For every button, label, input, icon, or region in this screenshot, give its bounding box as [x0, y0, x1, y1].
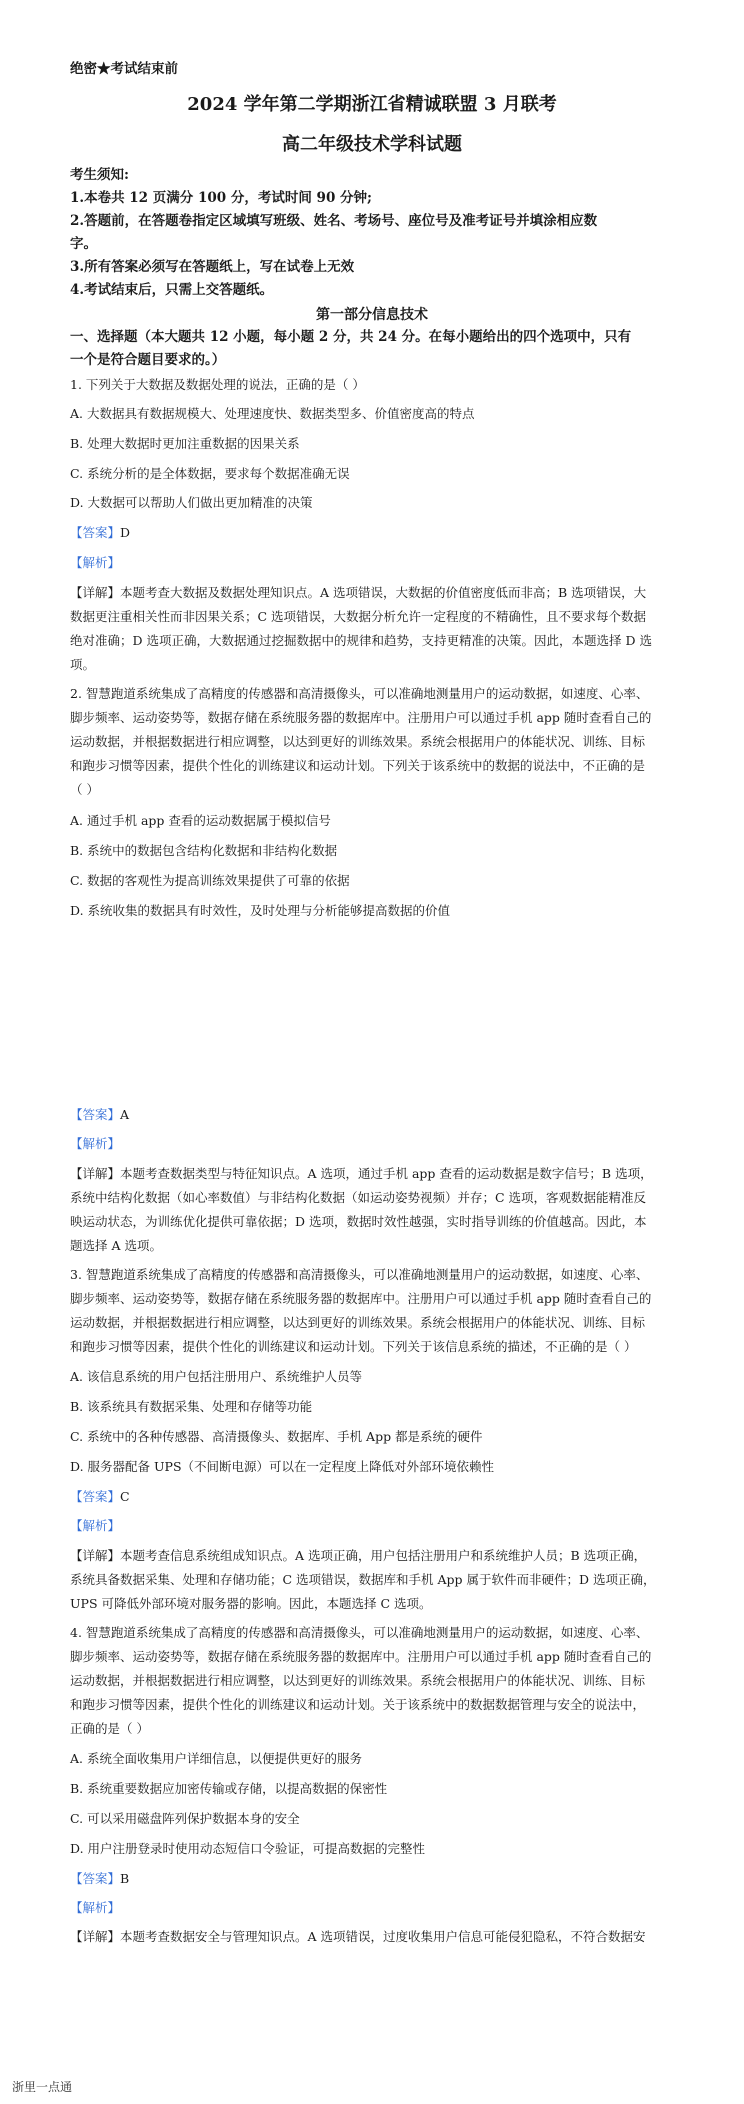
option-d: D. 用户注册登录时使用动态短信口令验证，可提高数据的完整性: [70, 1841, 426, 1856]
question-stem: 脚步频率、运动姿势等，数据存储在系统服务器的数据库中。注册用户可以通过手机 app 随时查看自己的: [70, 710, 652, 725]
answer-value: D: [120, 525, 131, 540]
question-stem: 脚步频率、运动姿势等，数据存储在系统服务器的数据库中。注册用户可以通过手机 app 随时查看自己的: [70, 1291, 652, 1306]
question-stem: 2. 智慧跑道系统集成了高精度的传感器和高清摄像头，可以准确地测量用户的运动数据，如速度、心率、: [70, 686, 649, 701]
detail-line: 系统具备数据采集、处理和存储功能；C 选项错误，数据库和手机 App 属于软件而非硬件；D 选项正确，: [70, 1572, 656, 1587]
analysis-tag: 【解析】: [70, 1518, 121, 1533]
option-a: A. 该信息系统的用户包括注册用户、系统维护人员等: [70, 1369, 362, 1384]
detail-line: 【详解】本题考查信息系统组成知识点。A 选项正确，用户包括注册用户和系统维护人员；B 选项正确，: [70, 1548, 647, 1563]
answer-value: C: [120, 1489, 130, 1504]
section-heading: 一、选择题（本大题共 12 小题，每小题 2 分，共 24 分。在每小题给出的四个选项中，只有: [70, 329, 632, 345]
section-heading: 一个是符合题目要求的。）: [70, 352, 226, 368]
option-a: A. 大数据具有数据规模大、处理速度快、数据类型多、价值密度高的特点: [70, 406, 475, 421]
option-b: B. 系统中的数据包含结构化数据和非结构化数据: [70, 843, 338, 858]
option-c: C. 可以采用磁盘阵列保护数据本身的安全: [70, 1811, 300, 1826]
question-stem: 和跑步习惯等因素，提供个性化的训练建议和运动计划。下列关于该系统中的数据的说法中，不正确的是: [70, 758, 646, 773]
notice-item: 4.考试结束后，只需上交答题纸。: [70, 282, 274, 298]
answer-line: [70, 524, 130, 541]
answer-tag: 【答案】: [70, 525, 121, 540]
answer-line: [70, 1870, 129, 1887]
question-stem: 运动数据，并根据数据进行相应调整，以达到更好的训练效果。系统会根据用户的体能状况、训练、目标: [70, 734, 646, 749]
option-b: B. 该系统具有数据采集、处理和存储等功能: [70, 1399, 313, 1414]
option-a: A. 系统全面收集用户详细信息，以便提供更好的服务: [70, 1751, 362, 1766]
option-d: D. 大数据可以帮助人们做出更加精准的决策: [70, 495, 313, 510]
notice-heading: 考生须知:: [70, 167, 129, 183]
detail-line: 系统中结构化数据（如心率数值）与非结构化数据（如运动姿势视频）并存；C 选项，客观数据能精准反: [70, 1190, 647, 1205]
answer-tag: 【答案】: [70, 1871, 121, 1886]
analysis-tag: 【解析】: [70, 1900, 121, 1915]
question-stem: 和跑步习惯等因素，提供个性化的训练建议和运动计划。关于该系统中的数据数据管理与安全的说法中，: [70, 1697, 646, 1712]
answer-value: A: [120, 1107, 130, 1122]
option-b: B. 系统重要数据应加密传输或存储，以提高数据的保密性: [70, 1781, 388, 1796]
answer-line: [70, 1106, 129, 1123]
question-stem: 和跑步习惯等因素，提供个性化的训练建议和运动计划。下列关于该信息系统的描述，不正确的是（ ）: [70, 1339, 637, 1354]
option-d: D. 服务器配备 UPS（不间断电源）可以在一定程度上降低对外部环境依赖性: [70, 1459, 495, 1474]
footer-watermark: 浙里一点通: [12, 2080, 73, 2094]
question-stem: 1. 下列关于大数据及数据处理的说法，正确的是（ ）: [70, 377, 365, 392]
question-stem: 正确的是（ ）: [70, 1721, 149, 1736]
detail-line: 题选择 A 选项。: [70, 1238, 162, 1253]
analysis-tag: 【解析】: [70, 555, 121, 570]
question-stem: 运动数据，并根据数据进行相应调整，以达到更好的训练效果。系统会根据用户的体能状况、训练、目标: [70, 1673, 646, 1688]
part-title: 第一部分信息技术: [316, 307, 428, 323]
answer-tag: 【答案】: [70, 1489, 121, 1504]
notice-item: 3.所有答案必须写在答题纸上，写在试卷上无效: [70, 259, 355, 275]
detail-line: 【详解】本题考查数据安全与管理知识点。A 选项错误，过度收集用户信息可能侵犯隐私，不符合数据安: [70, 1929, 646, 1944]
notice-item: 1.本卷共 12 页满分 100 分，考试时间 90 分钟;: [70, 190, 373, 206]
notice-item: 字。: [70, 236, 97, 252]
notice-item: 2.答题前，在答题卷指定区域填写班级、姓名、考场号、座位号及准考证号并填涂相应数: [70, 213, 598, 229]
question-stem: 4. 智慧跑道系统集成了高精度的传感器和高清摄像头，可以准确地测量用户的运动数据，如速度、心率、: [70, 1625, 649, 1640]
exam-subtitle: 高二年级技术学科试题: [282, 134, 462, 155]
secret-label: 绝密★考试结束前: [70, 61, 178, 77]
question-stem: 脚步频率、运动姿势等，数据存储在系统服务器的数据库中。注册用户可以通过手机 app 随时查看自己的: [70, 1649, 652, 1664]
detail-line: 数据更注重相关性而非因果关系；C 选项错误，大数据分析允许一定程度的不精确性，且不要求每个数据: [70, 609, 647, 624]
analysis-tag: 【解析】: [70, 1136, 121, 1151]
detail-line: UPS 可降低外部环境对服务器的影响。因此，本题选择 C 选项。: [70, 1596, 432, 1611]
answer-tag: 【答案】: [70, 1107, 121, 1122]
detail-line: 映运动状态，为训练优化提供可靠依据；D 选项，数据时效性越强，实时指导训练的价值越高。因此，本: [70, 1214, 647, 1229]
detail-line: 绝对准确；D 选项正确，大数据通过挖掘数据中的规律和趋势，支持更精准的决策。因此，本题选择 D 选: [70, 633, 652, 648]
option-c: C. 数据的客观性为提高训练效果提供了可靠的依据: [70, 873, 350, 888]
question-stem: （ ）: [70, 782, 99, 797]
exam-title: 2024 学年第二学期浙江省精诚联盟 3 月联考: [187, 94, 557, 115]
option-b: B. 处理大数据时更加注重数据的因果关系: [70, 436, 300, 451]
question-stem: 运动数据，并根据数据进行相应调整，以达到更好的训练效果。系统会根据用户的体能状况、训练、目标: [70, 1315, 646, 1330]
option-c: C. 系统分析的是全体数据，要求每个数据准确无误: [70, 466, 350, 481]
detail-line: 【详解】本题考查大数据及数据处理知识点。A 选项错误，大数据的价值密度低而非高；B 选项错误，大: [70, 585, 647, 600]
option-c: C. 系统中的各种传感器、高清摄像头、数据库、手机 App 都是系统的硬件: [70, 1429, 483, 1444]
detail-line: 【详解】本题考查数据类型与特征知识点。A 选项，通过手机 app 查看的运动数据是数字信号；B 选项，: [70, 1166, 653, 1181]
detail-line: 项。: [70, 657, 96, 672]
question-stem: 3. 智慧跑道系统集成了高精度的传感器和高清摄像头，可以准确地测量用户的运动数据，如速度、心率、: [70, 1267, 649, 1282]
answer-value: B: [120, 1871, 130, 1886]
option-a: A. 通过手机 app 查看的运动数据属于模拟信号: [70, 813, 331, 828]
answer-line: [70, 1488, 130, 1505]
option-d: D. 系统收集的数据具有时效性，及时处理与分析能够提高数据的价值: [70, 903, 451, 918]
